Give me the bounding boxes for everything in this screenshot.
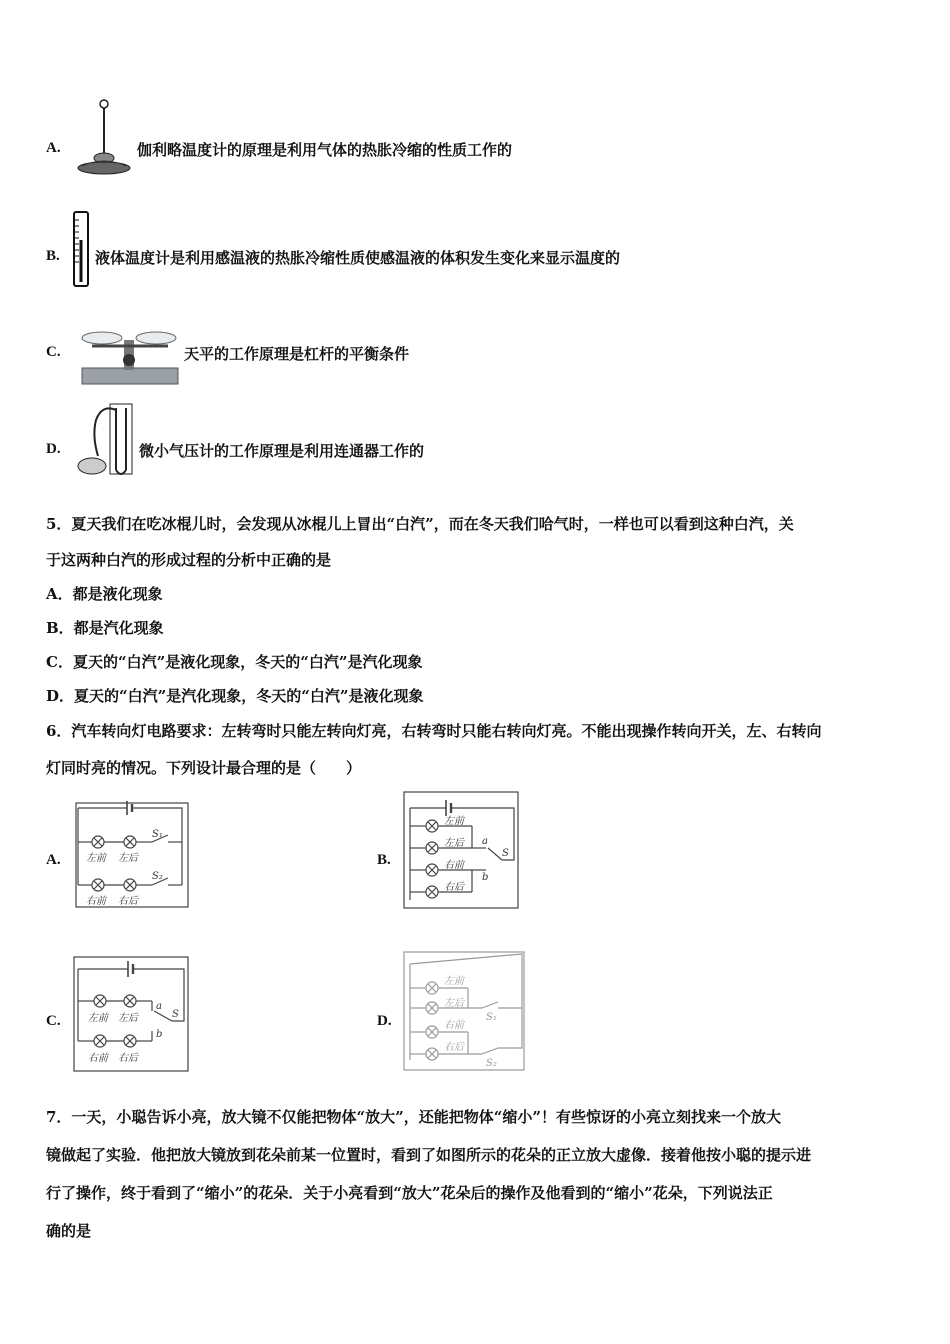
option-label: C. [46,344,61,360]
option-label: B. [377,852,391,868]
label-left-rear: 左后 [118,853,138,864]
option-label: A. [46,140,61,156]
circuit-diagram-c [72,955,192,1073]
question-stem: 5．夏天我们在吃冰棍儿时，会发现从冰棍儿上冒出“白汽”，而在冬天我们哈气时，一样也可以看到这种白汽，关 [46,515,794,533]
option-text: 天平的工作原理是杠杆的平衡条件 [184,345,410,363]
galileo-thermometer-image [74,98,134,178]
label-b: b [156,1029,163,1040]
label-right-front: 右前 [88,1053,108,1064]
label-left-rear: 左后 [444,998,464,1009]
label-b: b [482,872,489,883]
label-left-front: 左前 [86,853,106,864]
micro-pressure-gauge-image [72,400,138,484]
label-left-rear: 左后 [118,1013,138,1024]
label-right-rear: 右后 [444,1042,464,1053]
option-label: D. [377,1013,392,1029]
label-s2: S₂ [486,1058,497,1069]
option-label: B. [46,248,60,264]
question-stem: 确的是 [46,1222,92,1240]
circuit-diagram-b [402,788,522,912]
option-text: 伽利略温度计的原理是利用气体的热胀冷缩的性质工作的 [137,141,513,159]
question-stem: 6．汽车转向灯电路要求：左转弯时只能左转向灯亮，右转弯时只能右转向灯亮。不能出现操作转向开关，左、右转向 [46,722,822,740]
option-label: A. [46,852,61,868]
label-right-rear: 右后 [118,896,138,907]
question-stem: 灯同时亮的情况。下列设计最合理的是（ ） [46,759,362,777]
question-stem: 7．一天，小聪告诉小亮，放大镜不仅能把物体“放大”，还能把物体“缩小”！有些惊讶的小亮立刻找来一个放大 [46,1108,781,1126]
label-left-front: 左前 [444,816,464,827]
question-stem: 镜做起了实验．他把放大镜放到花朵前某一位置时，看到了如图所示的花朵的正立放大虚像．接着他按小聪的提示进 [46,1146,812,1164]
label-s1: S₁ [486,1012,497,1023]
liquid-thermometer-image [70,210,94,290]
option-text: 液体温度计是利用感温液的热胀冷缩性质使感温液的体积发生变化来显示温度的 [95,249,621,267]
label-s2: S₂ [152,871,163,882]
circuit-diagram-a [72,793,192,911]
option-label: C. [46,1013,61,1029]
option-text: 微小气压计的工作原理是利用连通器工作的 [139,442,425,460]
option-d: D．夏天的“白汽”是汽化现象，冬天的“白汽”是液化现象 [46,687,424,705]
question-stem: 行了操作，终于看到了“缩小”的花朵．关于小亮看到“放大”花朵后的操作及他看到的“缩小”花朵，下列说法正 [46,1184,773,1202]
label-right-front: 右前 [86,896,106,907]
circuit-diagram-d [402,948,528,1074]
option-label: D. [46,441,61,457]
label-right-rear: 右后 [444,882,464,893]
label-right-front: 右前 [444,860,464,871]
option-c: C．夏天的“白汽”是液化现象，冬天的“白汽”是汽化现象 [46,653,423,671]
label-s1: S₁ [152,829,163,840]
question-stem: 于这两种白汽的形成过程的分析中正确的是 [46,551,332,569]
label-a: a [482,836,488,847]
label-s: S [172,1009,179,1020]
label-s: S [502,848,509,859]
label-right-front: 右前 [444,1020,464,1031]
label-left-rear: 左后 [444,838,464,849]
label-right-rear: 右后 [118,1053,138,1064]
label-left-front: 左前 [444,976,464,987]
label-left-front: 左前 [88,1013,108,1024]
balance-scale-image [76,318,182,388]
option-a: A．都是液化现象 [46,585,163,603]
option-b: B．都是汽化现象 [46,619,164,637]
label-a: a [156,1001,162,1012]
